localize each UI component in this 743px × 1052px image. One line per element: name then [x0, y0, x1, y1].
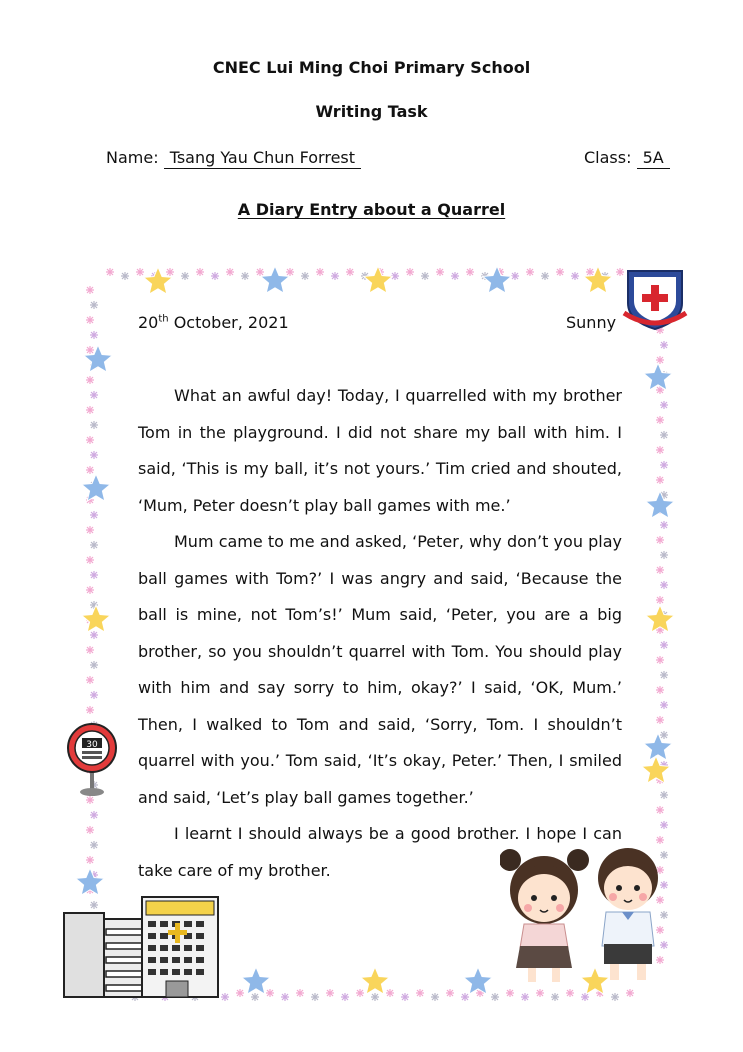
sparkle-icon [660, 701, 668, 709]
sparkle-icon [90, 421, 98, 429]
sparkle-icon [90, 301, 98, 309]
diary-paragraph: I learnt I should always be a good brother. I hope I can take care of my brother. [138, 824, 622, 880]
sparkle-icon [660, 401, 668, 409]
sparkle-icon [86, 706, 94, 714]
sparkle-icon [656, 536, 664, 544]
sparkle-icon [341, 993, 349, 1001]
date-suffix: th [158, 313, 169, 325]
sparkle-icon [166, 268, 174, 276]
sparkle-icon [90, 541, 98, 549]
sparkle-icon [86, 286, 94, 294]
sparkle-icon [86, 406, 94, 414]
sparkle-icon [90, 511, 98, 519]
star-icon [361, 967, 390, 994]
sparkle-icon [660, 461, 668, 469]
sparkle-icon [536, 989, 544, 997]
star-icon [646, 491, 675, 518]
sparkle-icon [86, 826, 94, 834]
sparkle-icon [181, 272, 189, 280]
star-icon [144, 267, 173, 294]
diary-weather: Sunny [566, 313, 617, 332]
sparkle-icon [586, 268, 594, 276]
sparkle-icon [256, 268, 264, 276]
sparkle-icon [656, 476, 664, 484]
sparkle-icon [660, 821, 668, 829]
sparkle-icon [236, 989, 244, 997]
star-icon [464, 967, 493, 994]
sparkle-icon [551, 993, 559, 1001]
sparkle-icon [571, 272, 579, 280]
sparkle-icon [660, 731, 668, 739]
sparkle-icon [506, 989, 514, 997]
sparkle-icon [211, 272, 219, 280]
class-label: Class: [584, 148, 632, 167]
sparkle-icon [401, 993, 409, 1001]
sparkle-icon [86, 556, 94, 564]
sparkle-icon [86, 466, 94, 474]
sparkle-icon [416, 989, 424, 997]
sparkle-icon [566, 989, 574, 997]
sparkle-icon [491, 993, 499, 1001]
sparkle-icon [241, 272, 249, 280]
sparkle-icon [90, 691, 98, 699]
sparkle-icon [656, 446, 664, 454]
sparkle-icon [656, 596, 664, 604]
timer-sign-icon [60, 718, 120, 798]
sparkle-icon [386, 989, 394, 997]
sparkle-icon [656, 806, 664, 814]
diary-date [138, 313, 289, 332]
school-building-icon [62, 893, 222, 1001]
star-icon [242, 967, 271, 994]
sparkle-icon [406, 268, 414, 276]
sparkle-icon [660, 431, 668, 439]
sparkle-icon [90, 661, 98, 669]
sparkle-icon [611, 993, 619, 1001]
class-value: 5A [637, 148, 670, 169]
sparkle-icon [86, 646, 94, 654]
sparkle-icon [90, 571, 98, 579]
sparkle-icon [346, 268, 354, 276]
sparkle-icon [356, 989, 364, 997]
children-illustration-icon [500, 840, 675, 990]
sparkle-icon [281, 993, 289, 1001]
sparkle-icon [331, 272, 339, 280]
sparkle-icon [90, 631, 98, 639]
sparkle-icon [316, 268, 324, 276]
school-name: CNEC Lui Ming Choi Primary School [212, 58, 531, 77]
sparkle-icon [136, 268, 144, 276]
sparkle-icon [106, 268, 114, 276]
star-icon [364, 266, 393, 293]
sparkle-icon [90, 391, 98, 399]
name-value: Tsang Yau Chun Forrest [164, 148, 361, 169]
sparkle-icon [660, 581, 668, 589]
star-icon [82, 605, 111, 632]
sparkle-icon [86, 346, 94, 354]
sparkle-icon [196, 268, 204, 276]
sparkle-icon [461, 993, 469, 1001]
sparkle-icon [660, 341, 668, 349]
sparkle-icon [656, 416, 664, 424]
sparkle-icon [86, 526, 94, 534]
sparkle-icon [521, 993, 529, 1001]
sparkle-icon [86, 376, 94, 384]
date-month-year: October, 2021 [168, 313, 289, 332]
star-icon [644, 733, 673, 760]
sparkle-icon [466, 268, 474, 276]
sparkle-icon [90, 841, 98, 849]
sparkle-icon [301, 272, 309, 280]
star-icon [644, 363, 673, 390]
sparkle-icon [660, 641, 668, 649]
sparkle-icon [371, 993, 379, 1001]
sparkle-icon [121, 272, 129, 280]
sparkle-icon [311, 993, 319, 1001]
task-title: Writing Task [315, 102, 428, 121]
sparkle-icon [660, 551, 668, 559]
sparkle-icon [221, 993, 229, 1001]
sparkle-icon [656, 356, 664, 364]
sparkle-icon [266, 989, 274, 997]
sparkle-icon [436, 268, 444, 276]
sparkle-icon [656, 716, 664, 724]
sparkle-icon [90, 451, 98, 459]
sparkle-icon [296, 989, 304, 997]
sparkle-icon [251, 993, 259, 1001]
sparkle-icon [556, 268, 564, 276]
sparkle-icon [86, 436, 94, 444]
sparkle-icon [86, 856, 94, 864]
diary-body [138, 378, 622, 889]
star-icon [82, 474, 111, 501]
sparkle-icon [226, 268, 234, 276]
sparkle-icon [86, 316, 94, 324]
date-day: 20 [138, 313, 159, 332]
sparkle-icon [541, 272, 549, 280]
sparkle-icon [90, 811, 98, 819]
sparkle-icon [660, 671, 668, 679]
subject-title: A Diary Entry about a Quarrel [237, 200, 506, 219]
sparkle-icon [626, 989, 634, 997]
sparkle-icon [656, 656, 664, 664]
star-icon [483, 266, 512, 293]
sparkle-icon [86, 586, 94, 594]
sparkle-icon [431, 993, 439, 1001]
sparkle-icon [526, 268, 534, 276]
diary-paragraph: What an awful day! Today, I quarrelled with my brother Tom in the playground. I did not share my ball with him. I said, ‘This is my ball, it’s not yours.’ Tim cried and shouted, ‘Mum, Peter doesn’t play ball games with me.’ [138, 386, 622, 515]
sparkle-icon [446, 989, 454, 997]
sparkle-icon [656, 566, 664, 574]
sparkle-icon [326, 989, 334, 997]
sparkle-icon [581, 993, 589, 1001]
sparkle-icon [660, 521, 668, 529]
sparkle-icon [451, 272, 459, 280]
clock-number: 30 [86, 740, 98, 750]
star-icon [84, 345, 113, 372]
sparkle-icon [660, 791, 668, 799]
sparkle-icon [286, 268, 294, 276]
name-label: Name: [106, 148, 159, 167]
star-icon [261, 266, 290, 293]
school-badge-icon [620, 263, 690, 333]
sparkle-icon [421, 272, 429, 280]
sparkle-icon [656, 686, 664, 694]
sparkle-icon [86, 676, 94, 684]
diary-paragraph: Mum came to me and asked, ‘Peter, why don’t you play ball games with Tom?’ I was angry and said, ‘Because the ball is mine, not Tom’s!’ Mum said, ‘Peter, you are a big brother, so you shouldn’t quarrel with Tom. You should play with him and say sorry to him, okay?’ I said, ‘OK, Mum.’ Then, I walked to Tom and said, ‘Sorry, Tom. I shouldn’t quarrel with you.’ Tom said, ‘It’s okay, Peter.’ Then, I smiled and said, ‘Let’s play ball games together.’ [138, 532, 622, 807]
sparkle-icon [90, 331, 98, 339]
